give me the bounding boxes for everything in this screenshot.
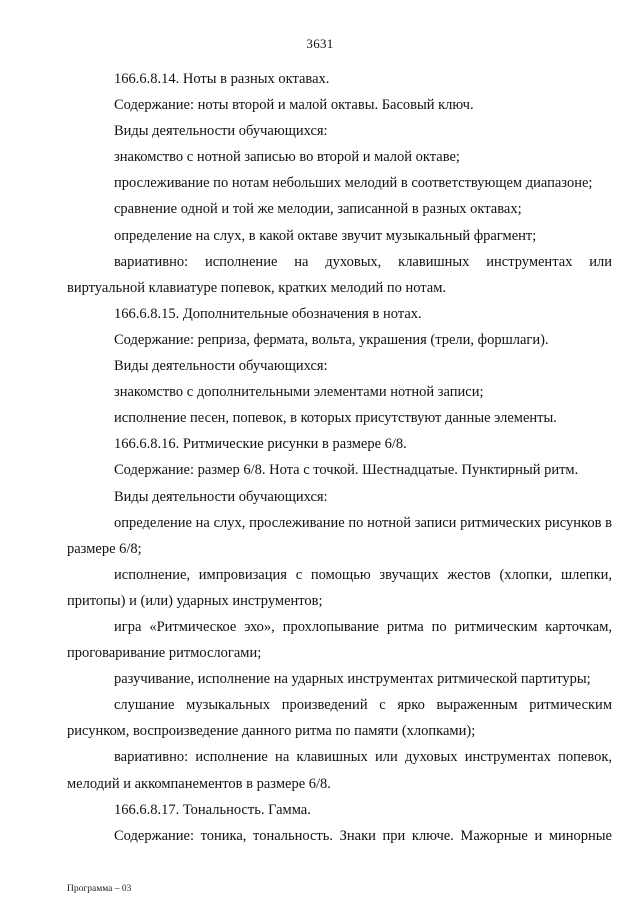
activity-item: разучивание, исполнение на ударных инструментах ритмической партитуры; [114, 671, 591, 688]
activity-item: слушание музыкальных произведений с ярко выраженным ритмическим рисунком, воспроизведение данного ритма по памяти (хлопками); [67, 697, 612, 740]
section-heading: 166.6.8.14. Ноты в разных октавах. [114, 71, 330, 87]
activity-item: вариативно: исполнение на клавишных или духовых инструментах попевок, мелодий и аккомпанементов в размере 6/8. [67, 749, 612, 792]
activity-item: сравнение одной и той же мелодии, записанной в разных октавах; [114, 201, 522, 218]
activity-item: исполнение, импровизация с помощью звучащих жестов (хлопки, шлепки, притопы) и (или) ударных инструментов; [67, 566, 612, 609]
activities-heading: Виды деятельности обучающихся: [114, 488, 328, 505]
activities-heading: Виды деятельности обучающихся: [114, 358, 328, 375]
activity-item: вариативно: исполнение на духовых, клавишных инструментах или виртуальной клавиатуре попевок, кратких мелодий по нотам. [67, 253, 612, 296]
activity-item: знакомство с нотной записью во второй и малой октаве; [114, 149, 460, 166]
activity-item: прослеживание по нотам небольших мелодий в соответствующем диапазоне; [114, 175, 593, 192]
activity-item: определение на слух, прослеживание по нотной записи ритмических рисунков в размере 6/8; [67, 514, 612, 557]
content-line: Содержание: реприза, фермата, вольта, украшения (трели, форшлаги). [114, 331, 549, 348]
activities-heading: Виды деятельности обучающихся: [114, 123, 328, 140]
activity-item: знакомство с дополнительными элементами нотной записи; [114, 384, 484, 401]
content-line: Содержание: тоника, тональность. Знаки при ключе. Мажорные и минорные [114, 827, 612, 844]
activity-item: исполнение песен, попевок, в которых присутствуют данные элементы. [114, 410, 557, 427]
content-line: Содержание: ноты второй и малой октавы. Басовый ключ. [114, 97, 474, 114]
activity-item: определение на слух, в какой октаве звучит музыкальный фрагмент; [114, 227, 537, 244]
section-heading: 166.6.8.17. Тональность. Гамма. [114, 801, 311, 818]
section-heading: 166.6.8.15. Дополнительные обозначения в нотах. [114, 305, 422, 322]
footer-label: Программа – 03 [67, 884, 132, 894]
activity-item: игра «Ритмическое эхо», прохлопывание ритма по ритмическим карточкам, проговаривание ритмослогами; [67, 618, 612, 662]
content-line: Содержание: размер 6/8. Нота с точкой. Шестнадцатые. Пунктирный ритм. [114, 462, 579, 479]
section-heading: 166.6.8.16. Ритмические рисунки в размере 6/8. [114, 436, 407, 453]
document-body [67, 66, 612, 849]
page-number: 3631 [306, 36, 334, 51]
